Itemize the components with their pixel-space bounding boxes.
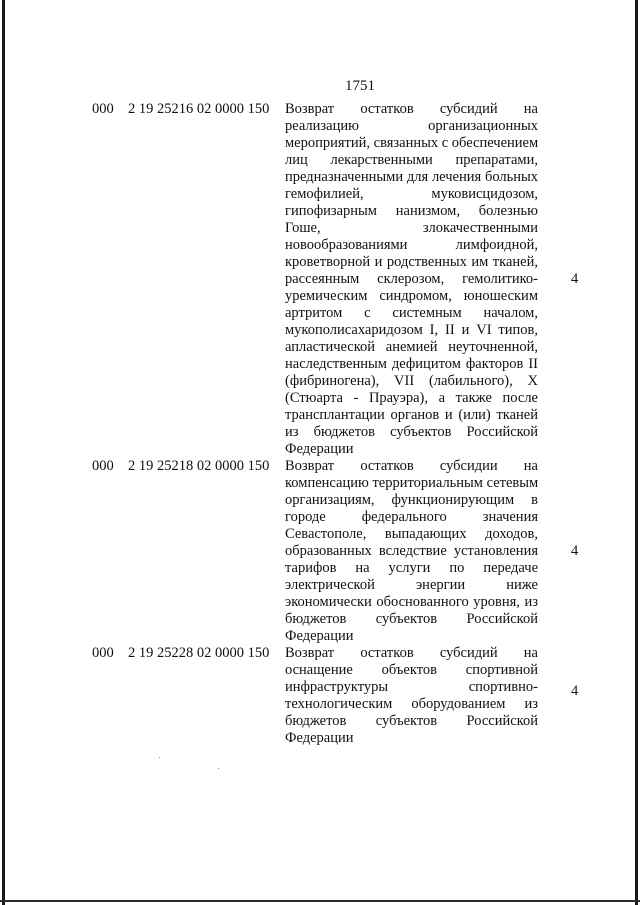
description-line: компенсацию территориальным сетевым (285, 475, 539, 491)
distribution-norm: 4 (571, 271, 579, 287)
scan-speck (218, 768, 219, 769)
table-row (0, 458, 640, 645)
description-line: электрической энергии ниже (285, 577, 538, 593)
description-line: реализацию организационных (285, 118, 538, 134)
admin-code: 000 (92, 101, 114, 117)
description-line: Возврат остатков субсидии на (285, 458, 538, 474)
description-line: бюджетов субъектов Российской (285, 713, 538, 729)
description-line: апластической анемией неуточненной, (285, 339, 538, 355)
description-line: Севастополе, выпадающих доходов, (285, 526, 538, 542)
description-line: Гоше, злокачественными (285, 220, 538, 236)
description-line: инфраструктуры спортивно- (285, 679, 538, 695)
description-line: тарифов на услуги по передаче (285, 560, 538, 576)
table-row (0, 101, 640, 458)
row-description (285, 458, 538, 645)
description-line: Федерации (285, 628, 354, 644)
description-line: Федерации (285, 730, 354, 746)
row-description (285, 645, 538, 747)
description-line: гемофилией, муковисцидозом, (285, 186, 538, 202)
description-line: Возврат остатков субсидий на (285, 101, 538, 117)
description-line: мероприятий, связанных с обеспечением (285, 135, 539, 151)
admin-code: 000 (92, 645, 114, 661)
description-line: предназначенными для лечения больных (285, 169, 538, 185)
budget-classification-code: 2 19 25218 02 0000 150 (128, 458, 270, 474)
distribution-norm: 4 (571, 543, 579, 559)
scan-border-bottom (0, 900, 640, 902)
description-line: уремическим синдромом, юношеским (285, 288, 538, 304)
description-line: новообразованиями лимфоидной, (285, 237, 538, 253)
description-line: Возврат остатков субсидий на (285, 645, 538, 661)
budget-code-table (0, 101, 640, 747)
description-line: мукополисахаридозом I, II и VI типов, (285, 322, 538, 338)
row-description (285, 101, 538, 458)
scan-speck (159, 757, 160, 758)
description-line: образованных вследствие установления (285, 543, 538, 559)
table-row (0, 645, 640, 747)
budget-classification-code: 2 19 25216 02 0000 150 (128, 101, 270, 117)
description-line: гипофизарным нанизмом, болезнью (285, 203, 538, 219)
description-line: организациям, функционирующим в (285, 492, 538, 508)
description-line: оснащение объектов спортивной (285, 662, 538, 678)
description-line: рассеянным склерозом, гемолитико- (285, 271, 538, 287)
description-line: технологическим оборудованием из (285, 696, 538, 712)
description-line: Федерации (285, 441, 354, 457)
description-line: (Стюарта - Прауэра), а также после (285, 390, 538, 406)
description-line: (фибриногена), VII (лабильного), X (285, 373, 538, 389)
admin-code: 000 (92, 458, 114, 474)
description-line: бюджетов субъектов Российской (285, 611, 538, 627)
description-line: лиц лекарственными препаратами, (285, 152, 538, 168)
description-line: из бюджетов субъектов Российской (285, 424, 538, 440)
description-line: трансплантации органов и (или) тканей (285, 407, 538, 423)
description-line: артритом с системным началом, (285, 305, 538, 321)
description-line: городе федерального значения (285, 509, 538, 525)
budget-classification-code: 2 19 25228 02 0000 150 (128, 645, 270, 661)
description-line: наследственным дефицитом факторов II (285, 356, 538, 372)
distribution-norm: 4 (571, 683, 579, 699)
description-line: экономически обоснованного уровня, из (285, 594, 538, 610)
page-number: 1751 (345, 78, 375, 94)
description-line: кроветворной и родственных им тканей, (285, 254, 538, 270)
